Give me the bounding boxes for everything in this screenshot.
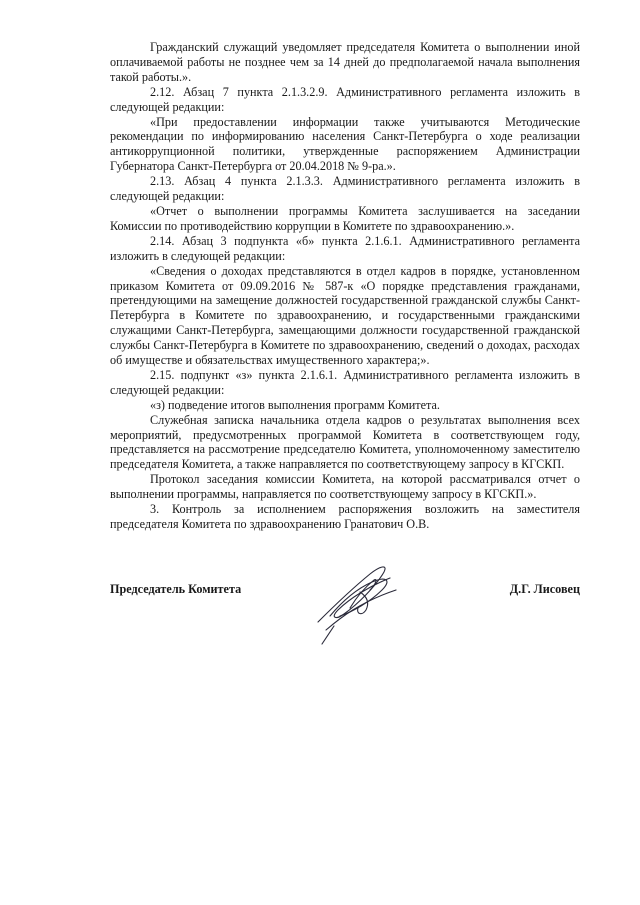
paragraph-7: «Сведения о доходах представляются в отдел кадров в порядке, установленном приказом Комитета от 09.09.2016 № 587-к «О порядке представления гражданами, претендующими на замещение должностей государственной гражданской службы Санкт-Петербурга в Комитете по здравоохранению, и государственными гражданскими служащими Санкт-Петербурга, замещающими должности государственной гражданской службы Санкт-Петербурга в Комитете по здравоохранению, сведений о доходах, расходах об имуществе и обязательствах имущественного характера;». [110,263,580,368]
paragraph-2: 2.12. Абзац 7 пункта 2.1.3.2.9. Административного регламента изложить в следующей редакции: [110,84,580,114]
paragraph-12: 3. Контроль за исполнением распоряжения возложить на заместителя председателя Комитета по здравоохранению Гранатович О.В. [110,502,580,531]
paragraph-10: Служебная записка начальника отдела кадров о результатах выполнения всех мероприятий, предусмотренных программой Комитета в соответствующем году, представляется на рассмотрение председателю Комитета, уполномоченному заместителю председателя Комитета, а также направляется по соответствующему запросу в КГСКП. [110,412,580,472]
signer-title: Председатель Комитета [110,582,242,596]
paragraph-9: «з) подведение итогов выполнения программ Комитета. [150,397,440,412]
document-body [110,40,580,532]
signer-name: Д.Г. Лисовец [509,582,580,596]
paragraph-1: Гражданский служащий уведомляет председателя Комитета о выполнении иной оплачиваемой работы не позднее чем за 14 дней до предполагаемой начала выполнения такой работы.». [110,40,580,84]
handwritten-signature [300,552,420,652]
paragraph-6: 2.14. Абзац 3 подпункта «б» пункта 2.1.6.1. Административного регламента изложить в следующей редакции: [110,233,580,263]
paragraph-11: Протокол заседания комиссии Комитета, на которой рассматривался отчет о выполнении программы, направляется по соответствующему запросу в КГСКП.». [110,472,580,502]
paragraph-8: 2.15. подпункт «з» пункта 2.1.6.1. Административного регламента изложить в следующей редакции: [110,367,580,397]
paragraph-5: «Отчет о выполнении программы Комитета заслушивается на заседании Комиссии по противодействию коррупции в Комитете по здравоохранению.». [110,203,580,233]
paragraph-4: 2.13. Абзац 4 пункта 2.1.3.3. Административного регламента изложить в следующей редакции: [110,174,580,204]
paragraph-3: «При предоставлении информации также учитываются Методические рекомендации по информированию населения Санкт-Петербурга о ходе реализации антикоррупционной политики, утвержденные распоряжением Администрации Губернатора Санкт-Петербурга от 20.04.2018 № 9-ра.». [110,114,580,174]
